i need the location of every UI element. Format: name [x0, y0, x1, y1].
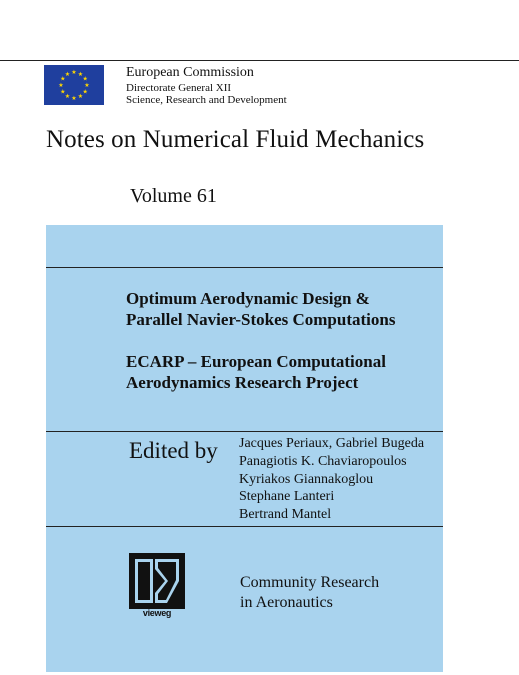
editor-name: Jacques Periaux, Gabriel Bugeda — [239, 436, 425, 451]
top-rule — [0, 60, 519, 61]
svg-text:★: ★ — [82, 75, 88, 83]
panel-rule — [46, 267, 443, 268]
volume-number: Volume 61 — [130, 185, 217, 207]
org-name: European Commission — [126, 65, 254, 80]
svg-text:★: ★ — [84, 82, 90, 89]
editor-name: Bertrand Mantel — [239, 507, 332, 523]
department-name: Science, Research and Development — [126, 94, 287, 106]
eu-flag-icon — [44, 65, 104, 105]
svg-text:★: ★ — [77, 70, 84, 78]
svg-text:★: ★ — [71, 69, 77, 76]
book-title-secondary — [126, 351, 386, 393]
svg-text:★: ★ — [71, 95, 77, 102]
collection-line: in Aeronautics — [240, 593, 333, 611]
title-line: Optimum Aerodynamic Design & — [126, 289, 370, 308]
publisher-name: vieweg — [142, 608, 172, 618]
series-title: Notes on Numerical Fluid Mechanics — [46, 126, 425, 153]
vieweg-logo-icon — [129, 553, 185, 609]
panel-rule — [46, 526, 443, 527]
svg-text:★: ★ — [82, 88, 88, 96]
svg-text:★: ★ — [60, 88, 66, 96]
svg-text:★: ★ — [60, 75, 66, 83]
panel-rule — [46, 431, 443, 432]
svg-text:★: ★ — [64, 70, 71, 78]
title-line: ECARP – European Computational — [126, 352, 386, 371]
svg-text:★: ★ — [64, 93, 71, 101]
edited-by-label: Edited by — [129, 438, 218, 463]
collection-line: Community Research — [240, 574, 380, 591]
editor-list — [239, 435, 424, 524]
editor-name: Kyriakos Giannakoglou — [239, 471, 374, 487]
svg-text:★: ★ — [77, 93, 84, 101]
editor-name: Stephane Lanteri — [239, 489, 335, 505]
title-line: Parallel Navier-Stokes Computations — [126, 310, 396, 329]
cover-panel — [46, 225, 443, 672]
editor-name: Panagiotis K. Chaviaropoulos — [239, 453, 407, 469]
title-line: Aerodynamics Research Project — [126, 373, 359, 392]
book-title-primary — [126, 288, 395, 330]
directorate-name: Directorate General XII — [126, 82, 232, 94]
collection-name — [240, 573, 379, 612]
svg-text:★: ★ — [58, 82, 64, 89]
